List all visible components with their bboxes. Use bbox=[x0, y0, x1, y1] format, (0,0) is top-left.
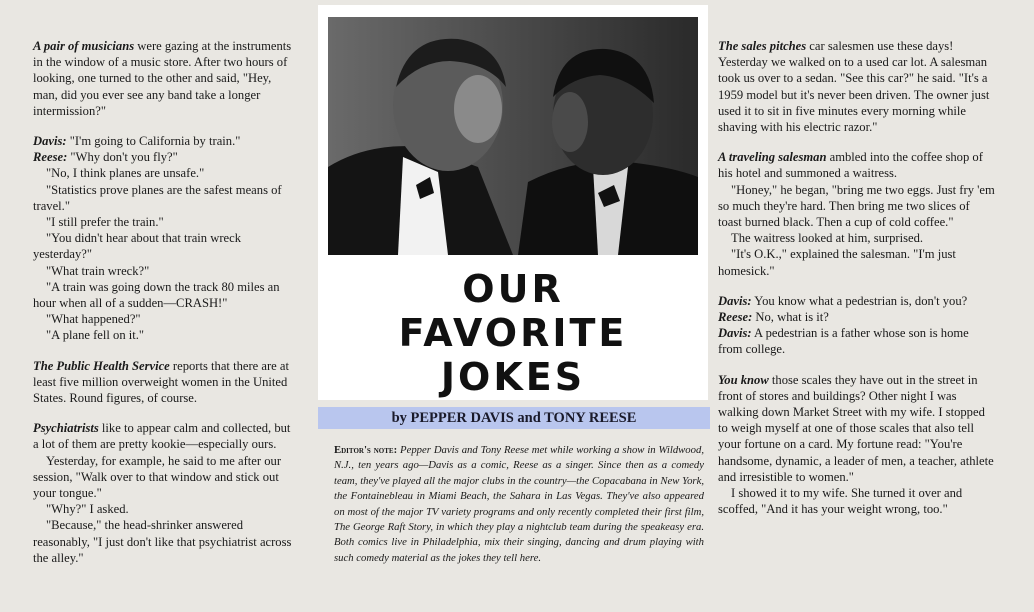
paragraph: "Why?" I asked. bbox=[46, 502, 129, 517]
dialogue-line: "What happened?" bbox=[46, 312, 141, 327]
left-column bbox=[33, 38, 299, 566]
dialogue-line: "You didn't hear about that train wreck yesterday?" bbox=[33, 231, 241, 262]
dialogue-line: Davis: A pedestrian is a father whose son is home from college. bbox=[718, 326, 969, 357]
title-panel bbox=[318, 5, 708, 400]
paragraph: "Honey," he began, "bring me two eggs. Just fry 'em so much they're hard. Then bring me two slices of toast burned black. Then a cup of cold coffee." bbox=[718, 182, 995, 230]
right-column bbox=[718, 38, 996, 517]
comedians-photo bbox=[328, 17, 698, 255]
paragraph: "Because," the head-shrinker answered reasonably, "I just don't like that psychiatrist across the alley." bbox=[33, 518, 292, 565]
dialogue-line: Davis: You know what a pedestrian is, don't you? bbox=[718, 293, 968, 308]
dialogue-line: "Statistics prove planes are the safest means of travel." bbox=[33, 182, 282, 213]
dialogue-line: "No, I think planes are unsafe." bbox=[46, 166, 205, 181]
headline-line-2: FAVORITE bbox=[398, 311, 628, 355]
editors-note bbox=[334, 443, 704, 566]
photo-illustration bbox=[328, 17, 698, 255]
dialogue-line: "A train was going down the track 80 miles an hour when all of a sudden—CRASH!" bbox=[33, 279, 280, 311]
joke-musicians: A pair of musicians were gazing at the instruments in the window of a music store. After two hours of looking, one turned to the other and said, "Hey, man, did you ever see any band take a longer intermission?" bbox=[33, 39, 292, 118]
dialogue-line: Davis: "I'm going to California by train." bbox=[33, 134, 241, 149]
joke-sales-pitches: The sales pitches car salesmen use these days! Yesterday we walked on to a used car lot. A salesman took us over to a sedan. "See this car?" he said. "It's a 1959 model but it's never been driven. The owner just used it to sit in five minutes every morning while shaving with his electric razor." bbox=[718, 39, 990, 135]
editors-note-text: Pepper Davis and Tony Reese met while working a show in Wildwood, N.J., ten years ago—Davis as a comic, Reese as a singer. Since then as a comedy team, they've played all the major clubs in the country—the Copacabana in New York, the Fontainebleau in Miami Beach, the Sahara in Las Vegas. They've also appeared on most of the major TV variety programs and only recently completed their first film, The George Raft Story, in which they play a nightclub team during the speakeasy era. Both comics live in Philadelphia, mix their singing, dancing and drum playing with such comedy material as the jokes they tell here. bbox=[334, 444, 704, 564]
dialogue-line: Reese: "Why don't you fly?" bbox=[33, 150, 178, 165]
paragraph: Yesterday, for example, he said to me after our session, "Walk over to that window and stick out your tongue." bbox=[33, 453, 282, 501]
joke-psychiatrists: Psychiatrists like to appear calm and collected, but a lot of them are pretty kookie—especially ours. bbox=[33, 421, 291, 452]
joke-scales: You know those scales they have out in the street in front of stores and buildings? Other night I was walking down Market Street with my wife. I stopped to weigh myself at one of those scales that also tell your fortune on a card. My fortune read: "You're handsome, dynamic, a leader of men, a teacher, athlete and irresistible to women." bbox=[718, 372, 994, 484]
editors-note-label: Editor's note: bbox=[334, 444, 398, 456]
paragraph: I showed it to my wife. She turned it over and scoffed, "And it has your weight wrong, too." bbox=[718, 486, 963, 517]
headline bbox=[318, 267, 708, 399]
headline-line-1: OUR bbox=[462, 267, 564, 311]
paragraph: The waitress looked at him, surprised. bbox=[731, 231, 924, 246]
joke-public-health: The Public Health Service reports that there are at least five million overweight women in the United States. Round figures, of course. bbox=[33, 358, 289, 406]
dialogue-line: "What train wreck?" bbox=[46, 263, 150, 278]
headline-line-3: JOKES bbox=[440, 355, 586, 399]
joke-traveling-salesman: A traveling salesman ambled into the coffee shop of his hotel and summoned a waitress. bbox=[718, 150, 983, 181]
dialogue-line: "I still prefer the train." bbox=[46, 215, 164, 230]
byline: by PEPPER DAVIS and TONY REESE bbox=[318, 407, 710, 429]
dialogue-line: "A plane fell on it." bbox=[46, 328, 145, 343]
dialogue-line: Reese: No, what is it? bbox=[718, 310, 829, 325]
paragraph: "It's O.K.," explained the salesman. "I'm just homesick." bbox=[718, 247, 956, 278]
